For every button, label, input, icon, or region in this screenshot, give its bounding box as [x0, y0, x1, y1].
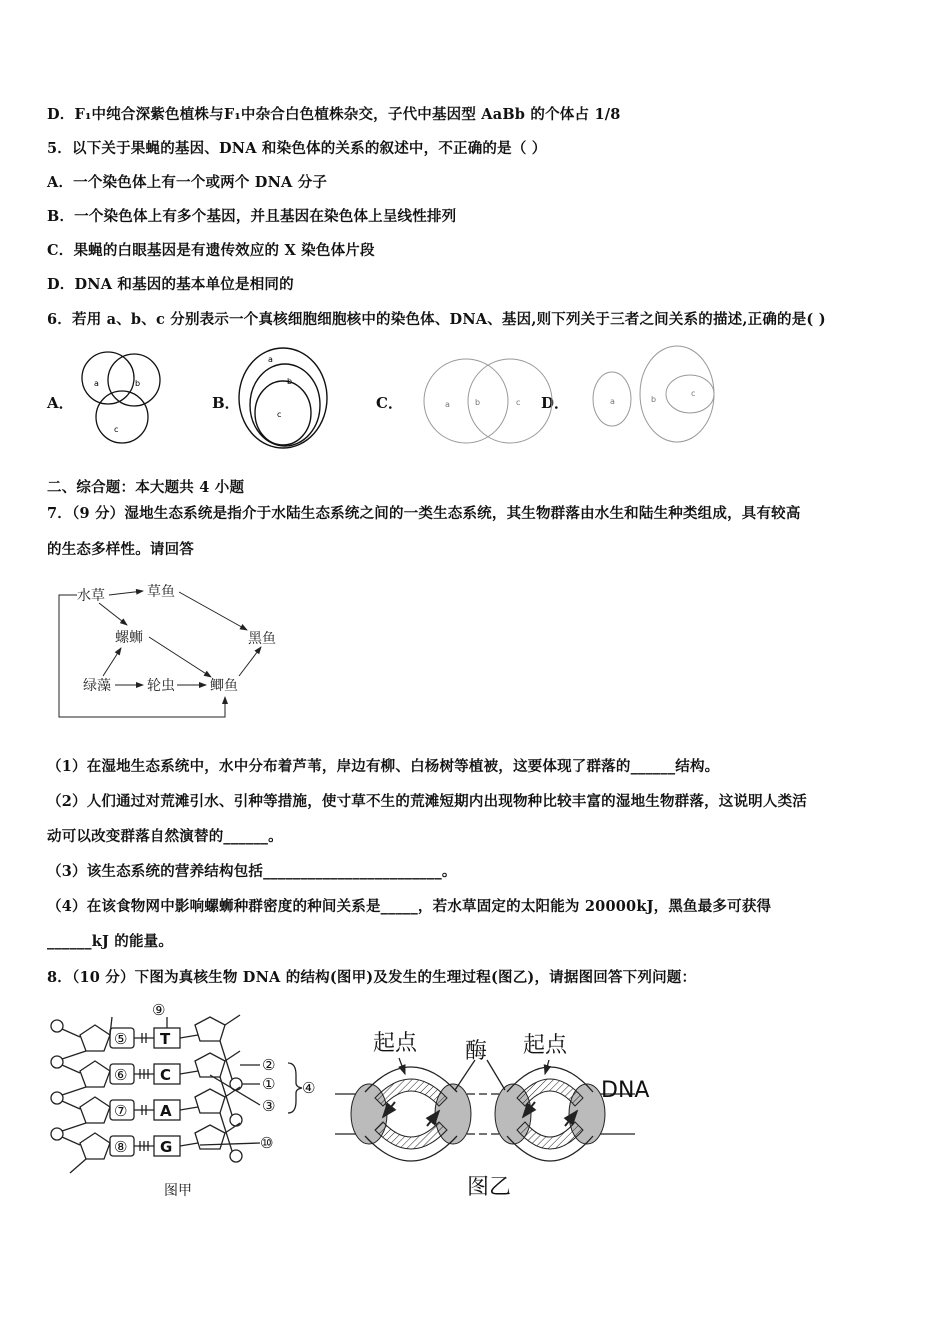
node-shuicao: 水草	[77, 588, 105, 604]
phosphate-circle	[51, 1056, 63, 1068]
phosphate-circle	[230, 1150, 242, 1162]
label-a: a	[445, 400, 450, 409]
label-enzyme: 酶	[465, 1039, 488, 1064]
node-lunchong: 轮虫	[147, 678, 175, 694]
label-dna: DNA	[601, 1078, 650, 1103]
phosphate-circle	[51, 1020, 63, 1032]
label-c: c	[277, 410, 282, 419]
label-3: ③	[262, 1097, 276, 1115]
q7-sub-3: （3）该生态系统的营养结构包括________________________。	[47, 863, 457, 880]
section-2-heading: 二、综合题：本大题共 4 小题	[47, 479, 245, 496]
base-c: C	[160, 1066, 172, 1084]
label-4: ④	[302, 1079, 316, 1097]
label-b: b	[135, 379, 141, 388]
deoxyribose-pentagon	[195, 1125, 225, 1149]
node-luosi: 螺蛳	[115, 630, 143, 646]
label-b: b	[651, 395, 657, 404]
label-9: ⑨	[152, 1001, 166, 1019]
deoxyribose-pentagon	[80, 1025, 110, 1051]
node-caoyu: 草鱼	[147, 584, 175, 600]
label-6: ⑥	[114, 1066, 128, 1084]
label-start-2: 起点	[523, 1033, 568, 1058]
q6-option-b-label: B．	[212, 394, 240, 412]
label-c: c	[114, 425, 119, 434]
q7-sub-4-line-1: （4）在该食物网中影响螺蛳种群密度的种间关系是_____，若水草固定的太阳能为 20000kJ，黑鱼最多可获得	[47, 898, 772, 915]
deoxyribose-pentagon	[80, 1061, 110, 1087]
label-7: ⑦	[114, 1102, 128, 1120]
q5-option-b: B．一个染色体上有多个基因，并且基因在染色体上呈线性排列	[47, 208, 457, 225]
q7-sub-2-line-1: （2）人们通过对荒滩引水、引种等措施，使寸草不生的荒滩短期内出现物种比较丰富的湿地生物群落，这说明人类活	[47, 793, 807, 810]
question-7-line-2: 的生态多样性。请回答	[47, 541, 194, 558]
phosphate-circle	[230, 1114, 242, 1126]
node-jiyu: 鲫鱼	[210, 678, 238, 694]
deoxyribose-pentagon	[80, 1133, 110, 1159]
q6-option-c-label: C．	[376, 394, 403, 412]
node-lvzao: 绿藻	[83, 678, 111, 694]
venn-diagram-a	[70, 350, 170, 450]
phosphate-circle	[51, 1092, 63, 1104]
figure-yi-dna-replication	[335, 1022, 675, 1202]
label-8: ⑧	[114, 1138, 128, 1156]
venn-diagram-c	[420, 355, 550, 450]
q5-option-d: D．DNA 和基因的基本单位是相同的	[47, 276, 294, 293]
label-a: a	[268, 355, 273, 364]
label-2: ②	[262, 1056, 276, 1074]
venn-diagram-d	[590, 344, 720, 446]
label-b: b	[475, 398, 481, 407]
deoxyribose-pentagon	[195, 1089, 225, 1113]
label-5: ⑤	[114, 1030, 128, 1048]
label-b: b	[287, 377, 293, 386]
q7-sub-2-line-2: 动可以改变群落自然演替的______。	[47, 828, 283, 845]
label-c: c	[691, 389, 696, 398]
deoxyribose-pentagon	[80, 1097, 110, 1123]
q6-option-a-label: A．	[47, 394, 74, 412]
question-6: 6．若用 a、b、c 分别表示一个真核细胞细胞核中的染色体、DNA、基因,则下列关于三者之间关系的描述,正确的是( )	[47, 311, 826, 328]
question-5: 5．以下关于果蝇的基因、DNA 和染色体的关系的叙述中，不正确的是（ ）	[47, 140, 547, 157]
node-heiyu: 黑鱼	[248, 631, 276, 647]
q7-sub-1: （1）在湿地生态系统中，水中分布着芦苇，岸边有柳、白杨树等植被，这要体现了群落的______结构。	[47, 758, 720, 775]
question-7-line-1: 7．（9 分）湿地生态系统是指介于水陆生态系统之间的一类生态系统，其生物群落由水生和陆生种类组成，具有较高	[47, 505, 801, 522]
figure-yi-caption: 图乙	[467, 1175, 512, 1200]
venn-diagram-b	[235, 345, 335, 453]
label-c: c	[516, 398, 521, 407]
phosphate-circle	[51, 1128, 63, 1140]
base-t: T	[160, 1030, 171, 1048]
question-8: 8．（10 分）下图为真核生物 DNA 的结构(图甲)及发生的生理过程(图乙)，请据图回答下列问题：	[47, 969, 697, 986]
q5-option-c: C．果蝇的白眼基因是有遗传效应的 X 染色体片段	[47, 242, 375, 259]
label-start-1: 起点	[373, 1031, 418, 1056]
base-g: G	[160, 1138, 173, 1156]
q4-option-d: D．F₁中纯合深紫色植株与F₁中杂合白色植株杂交，子代中基因型 AaBb 的个体占 1/8	[47, 106, 621, 123]
figure-jia-caption: 图甲	[164, 1183, 192, 1199]
q5-option-a: A．一个染色体上有一个或两个 DNA 分子	[47, 174, 328, 191]
base-a: A	[160, 1102, 172, 1120]
figure-jia-dna-structure	[40, 995, 340, 1205]
label-a: a	[610, 397, 615, 406]
q7-sub-4-line-2: ______kJ 的能量。	[47, 933, 174, 950]
q6-option-d-label: D．	[541, 394, 570, 412]
label-1: ①	[262, 1075, 276, 1093]
food-web-diagram	[55, 580, 295, 720]
label-a: a	[94, 379, 99, 388]
deoxyribose-pentagon	[195, 1053, 225, 1077]
deoxyribose-pentagon	[195, 1017, 225, 1041]
label-10: ⑩	[260, 1134, 274, 1152]
